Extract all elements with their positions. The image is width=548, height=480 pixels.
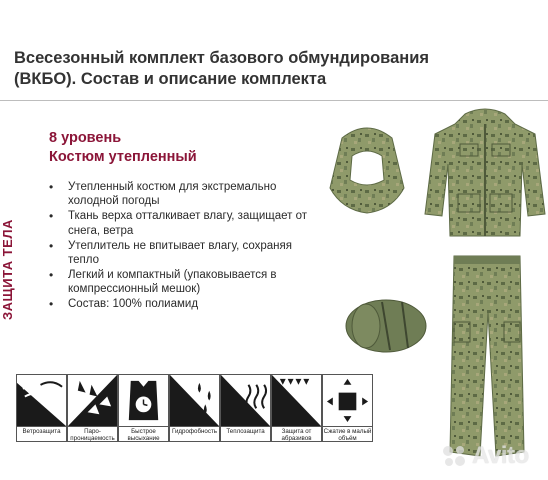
icon-label: Гидрофобность <box>171 428 218 435</box>
water-repellent-icon <box>170 375 219 427</box>
icon-cell-wind <box>16 374 67 442</box>
icon-label: Быстрое высыхание <box>127 427 160 442</box>
suit-title: Костюм утепленный <box>49 149 197 165</box>
vapor-permeability-icon <box>68 375 117 427</box>
jacket-photo <box>420 104 548 244</box>
feature-item: • Состав: 100% полиамид <box>46 297 316 311</box>
level-label: 8 уровень <box>49 130 122 146</box>
quick-dry-icon <box>119 375 168 427</box>
feature-item: • Утеплитель не впитывает влагу, сохраняя тепло <box>46 239 316 268</box>
page-header <box>14 48 484 90</box>
icon-cell-thermal <box>220 374 271 442</box>
watermark-text: Avito <box>472 442 529 469</box>
header-title-line-1: Всесезонный комплект базового обмундирования <box>14 49 430 67</box>
icon-cell-quick-dry <box>118 374 169 442</box>
avito-logo-icon <box>440 444 468 468</box>
icon-cell-compression <box>322 374 373 442</box>
feature-icons-row <box>16 374 373 442</box>
abrasion-protection-icon <box>272 375 321 427</box>
feature-list <box>46 180 316 312</box>
icon-cell-abrasion <box>271 374 322 442</box>
compression-icon <box>323 375 372 427</box>
icon-cell-vapor <box>67 374 118 442</box>
header-title-line-2: (ВКБО). Состав и описание комплекта <box>14 70 327 88</box>
side-category-label: ЗАЩИТА ТЕЛА <box>0 219 15 321</box>
feature-item: • Легкий и компактный (упаковывается в компрессионный мешок) <box>46 268 316 297</box>
trousers-photo <box>444 252 530 464</box>
icon-label: Защита от абразивов <box>281 427 312 442</box>
feature-item: • Утепленный костюм для экстремально холодной погоды <box>46 180 316 209</box>
icon-label: Паро-проницаемость <box>70 427 115 442</box>
avito-watermark <box>440 442 529 470</box>
icon-label: Теплозащита <box>226 428 265 435</box>
feature-item: • Ткань верха отталкивает влагу, защищает от снега, ветра <box>46 209 316 238</box>
icon-cell-water <box>169 374 220 442</box>
wind-protection-icon <box>17 375 66 427</box>
compression-bag-photo <box>342 284 432 364</box>
header-divider <box>0 100 548 101</box>
hood-photo <box>322 118 412 218</box>
icon-label: Ветрозащита <box>22 428 61 435</box>
thermal-protection-icon <box>221 375 270 427</box>
icon-label: Сжатие в малый объём <box>323 427 372 442</box>
